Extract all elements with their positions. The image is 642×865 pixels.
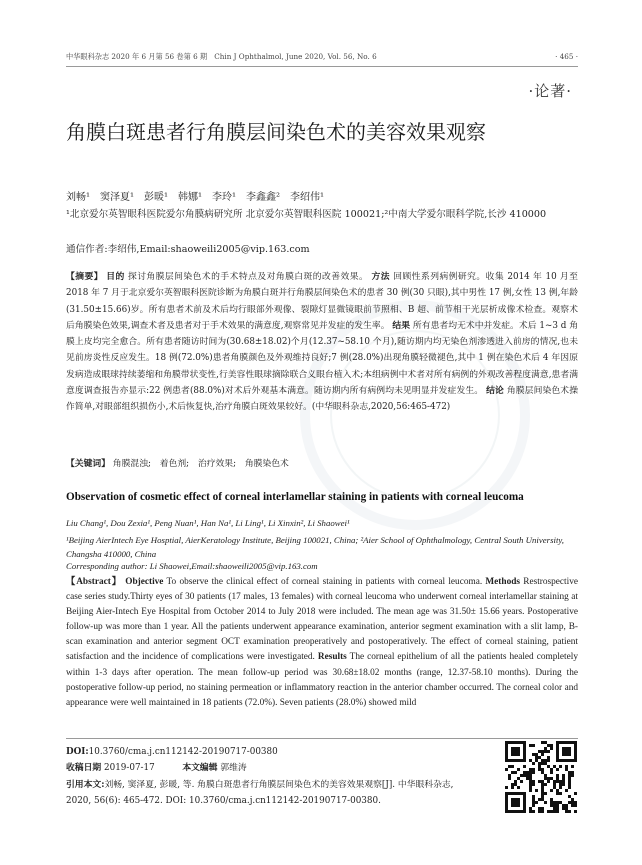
editor-name: 郭维涛	[220, 763, 247, 774]
section-label: ·论著·	[528, 82, 572, 100]
methods-cn-label: 方法	[371, 272, 390, 282]
doi-link[interactable]: 10.3760/cma.j.cn112142-20190717-00380	[88, 747, 278, 757]
objective-en-label: Objective	[125, 577, 164, 587]
methods-cn: 回顾性系列病例研究。收集 2014 年 10 月至 2018 年 7 月于北京爱尔英智眼科医院诊断为角膜白斑并行角膜层间染色术的患者 30 例(30 只眼),其中男性 17 例,女性 13 例,年龄(31.50±15.66)岁。所有患者术前及术后均行眼部外观像、裂隙灯显微镜眼前节照相、B 超、前节相干光层析成像术检查。观察术后角膜染色效果,调查术者及患者对于手术效果的满意度,观察常见并发症的发生率。	[66, 272, 578, 331]
cite-label: 引用本文:	[66, 779, 105, 790]
objective-cn: 探讨角膜层间染色术的手术特点及对角膜白斑的改善效果。	[127, 272, 369, 282]
citation-cn: (中华眼科杂志,2020,56:465-472)	[311, 402, 451, 413]
abstract-en-label: 【Abstract】	[66, 577, 122, 587]
article-footer	[66, 744, 486, 810]
affiliation-en: ¹Beijing AierIntech Eye Hosptial, AierKeratology Institute, Beijing 100021, China; ²Aier School of Ophthalmology, Central South University, Changsha 410000, China	[66, 535, 565, 559]
article-title-en: Observation of cosmetic effect of corneal interlamellar staining in patients with corneal leucoma	[66, 491, 524, 503]
article-title-cn: 角膜白斑患者行角膜层间染色术的美容效果观察	[66, 120, 486, 144]
affiliation-cn: ¹北京爱尔英智眼科医院爱尔角膜病研究所 北京爱尔英智眼科医院 100021;²中南大学爱尔眼科学院,长沙 410000	[66, 209, 547, 220]
qr-code-icon[interactable]	[505, 741, 577, 813]
cite-line-1	[66, 777, 486, 793]
methods-en-label: Methods	[485, 577, 521, 587]
received-label: 收稿日期	[66, 763, 102, 774]
keywords-cn	[66, 456, 578, 469]
doi-label: DOI:	[66, 747, 89, 757]
results-cn: 所有患者均无术中并发症。术后 1~3 d 角膜上皮均完全愈合。所有患者随访时间为(30.68±18.02)个月(12.37~58.10 个月),随访期内均无染色剂渗透进入前房的情况,也未见前房炎性反应发生。18 例(72.0%)患者角膜颜色及外观维持良好;7 例(28.0%)出现角膜轻微褪色,其中 1 例在染色术后 4 年因原发病造成眼球持续萎缩和角膜带状变性,行美容性眼球摘除联合义眼台植入术;本组病例中术者对所有病例的外观改善程度满意,患者满意度调查报告亦显示:22 例患者(88.0%)对术后外观基本满意。随访期内所有病例均未见明显并发症发生。	[66, 320, 579, 397]
methods-en: Restrospective case series study.Thirty eyes of 30 patients (17 males, 13 females) with corneal leucoma who underwent corneal interlamellar staining at Beijing Aier-Intech Eye Hospital from October 2014 to July 2018 were included. The mean age was 31.50± 15.66 years. Postoperative follow-up was more than 1 year. All the patients underwent appearance examination, anterior segment examination with a slit lamp, B-scan examination and anterior segment OCT examination preoperatively and postoperatively. The effect of corneal staining, patient satisfaction and the incidence of complications were investigated.	[66, 577, 578, 663]
received-date: 2019-07-17	[104, 763, 155, 774]
results-cn-label: 结果	[392, 320, 411, 331]
conclusion-cn-label: 结论	[486, 386, 504, 397]
footer-divider	[66, 738, 578, 739]
correspondence-cn: 通信作者:李绍伟,Email:shaoweili2005@vip.163.com	[66, 244, 310, 255]
conclusion-cn: 角膜层间染色术操作简单,对眼部组织损伤小,术后恢复快,治疗角膜白斑效果较好。	[66, 386, 579, 413]
objective-en: To observe the clinical effect of corneal staining in patients with corneal leucoma.	[166, 577, 483, 587]
qr-code-graphic	[505, 741, 577, 813]
running-header	[66, 52, 578, 64]
authors-en: Liu Chang¹, Dou Zexia¹, Peng Nuan¹, Han Na¹, Li Ling¹, Li Xinxin², Li Shaowei¹	[66, 518, 350, 528]
keywords-cn-items: 角膜混浊; 着色剂; 治疗效果; 角膜染色术	[112, 459, 289, 469]
running-header-journal: 中华眼科杂志 2020 年 6 月第 56 卷第 6 期 Chin J Ophthalmol, June 2020, Vol. 56, No. 6	[66, 52, 377, 61]
doi-line	[66, 744, 486, 760]
received-line	[66, 760, 486, 776]
correspondence-en: Corresponding author: Li Shaowei,Email:shaoweili2005@vip.163.com	[66, 561, 318, 571]
editor-label: 本文编辑	[182, 763, 218, 774]
page-number: · 465 ·	[555, 52, 578, 61]
abstract-cn-label: 【摘要】	[66, 272, 103, 282]
results-en: The corneal epithelium of all the patients healed completely within 1-3 days after operation. The mean follow-up period was 30.68±18.02 months (range, 12.37-58.10 months). During the postoperative follow-up period, no staining permeation or inflammatory reaction in the anterior chamber occurred. The corneal color and appearance were well maintained in 18 patients (72.0%). Seven patients (28.0%) showed mild	[66, 652, 579, 708]
abstract-en	[66, 575, 578, 711]
cite-text-2: 2020, 56(6): 465-472. DOI: 10.3760/cma.j.cn112142-20190717-00380.	[66, 796, 381, 807]
keywords-cn-label: 【关键词】	[66, 459, 110, 469]
cite-text-1: 刘畅, 窦泽夏, 彭暖, 等. 角膜白斑患者行角膜层间染色术的美容效果观察[J]. 中华眼科杂志,	[104, 779, 454, 790]
abstract-cn	[66, 269, 578, 416]
authors-cn: 刘畅¹ 窦泽夏¹ 彭暖¹ 韩娜¹ 李玲¹ 李鑫鑫² 李绍伟¹	[66, 192, 325, 203]
results-en-label: Results	[317, 652, 347, 663]
header-divider	[66, 66, 578, 67]
cite-line-2	[66, 793, 486, 809]
objective-cn-label: 目的	[106, 272, 125, 282]
